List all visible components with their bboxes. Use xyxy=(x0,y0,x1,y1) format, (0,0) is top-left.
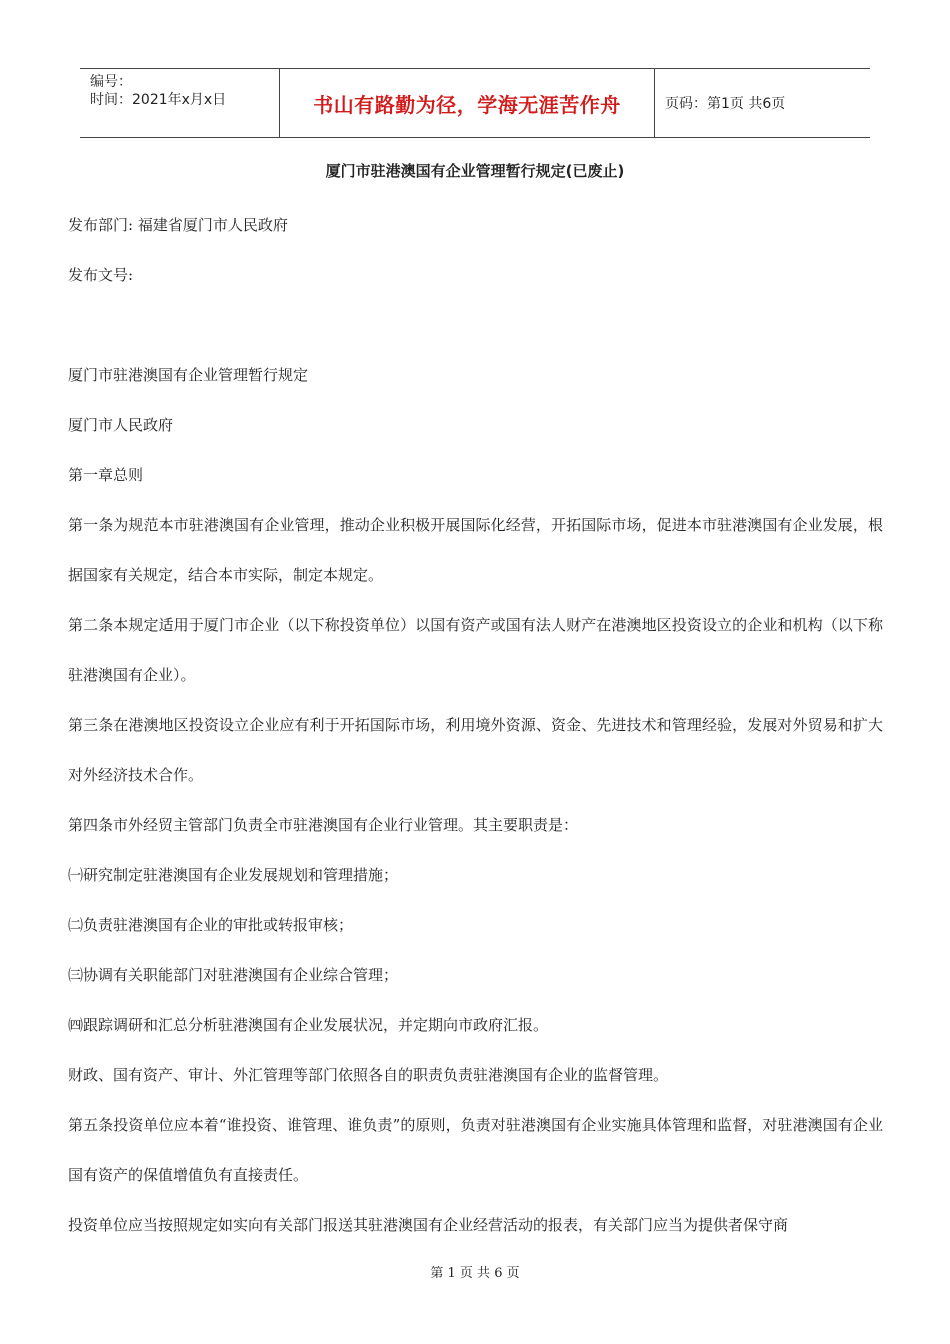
paragraph: 第四条市外经贸主管部门负责全市驻港澳国有企业行业管理。其主要职责是： xyxy=(68,816,579,834)
paragraph: ㈢协调有关职能部门对驻港澳国有企业综合管理； xyxy=(68,966,399,984)
paragraph: ㈣跟踪调研和汇总分析驻港澳国有企业发展状况，并定期向市政府汇报。 xyxy=(68,1016,549,1034)
paragraph: 厦门市驻港澳国有企业管理暂行规定 xyxy=(68,366,309,384)
header-meta xyxy=(80,69,280,137)
header-page-info: 页码：第1页 共6页 xyxy=(665,96,786,112)
document-header xyxy=(80,68,870,138)
paragraph: ㈠研究制定驻港澳国有企业发展规划和管理措施； xyxy=(68,866,399,884)
paragraph: 第一条为规范本市驻港澳国有企业管理，推动企业积极开展国际化经营，开拓国际市场，促进本市驻港澳国有企业发展，根据国家有关规定，结合本市实际，制定本规定。 xyxy=(68,516,883,584)
paragraph: 第五条投资单位应本着“谁投资、谁管理、谁负责”的原则，负责对驻港澳国有企业实施具体管理和监督，对驻港澳国有企业国有资产的保值增值负有直接责任。 xyxy=(68,1116,883,1184)
paragraph: 投资单位应当按照规定如实向有关部门报送其驻港澳国有企业经营活动的报表，有关部门应当为提供者保守商 xyxy=(68,1216,789,1234)
paragraph: ㈡负责驻港澳国有企业的审批或转报审核； xyxy=(68,916,354,934)
doc-number-line: 发布文号: xyxy=(68,266,134,284)
issuer-line: 发布部门: 福建省厦门市人民政府 xyxy=(68,216,288,234)
paragraph: 第一章总则 xyxy=(68,466,144,484)
document-title: 厦门市驻港澳国有企业管理暂行规定(已废止) xyxy=(325,162,625,180)
page-footer: 第 1 页 共 6 页 xyxy=(430,1266,520,1281)
paragraph: 厦门市人民政府 xyxy=(68,416,174,434)
paragraph: 第二条本规定适用于厦门市企业（以下称投资单位）以国有资产或国有法人财产在港澳地区投资设立的企业和机构（以下称驻港澳国有企业）。 xyxy=(68,616,883,684)
paragraph: 财政、国有资产、审计、外汇管理等部门依照各自的职责负责驻港澳国有企业的监督管理。 xyxy=(68,1066,669,1084)
document-body xyxy=(68,200,883,1250)
header-motto: 书山有路勤为径，学海无涯苦作舟 xyxy=(280,69,655,137)
number-label: 编号： xyxy=(90,74,132,90)
paragraph: 第三条在港澳地区投资设立企业应有利于开拓国际市场，利用境外资源、资金、先进技术和管理经验，发展对外贸易和扩大对外经济技术合作。 xyxy=(68,716,883,784)
time-label: 时间：2021年x月x日 xyxy=(90,92,227,108)
